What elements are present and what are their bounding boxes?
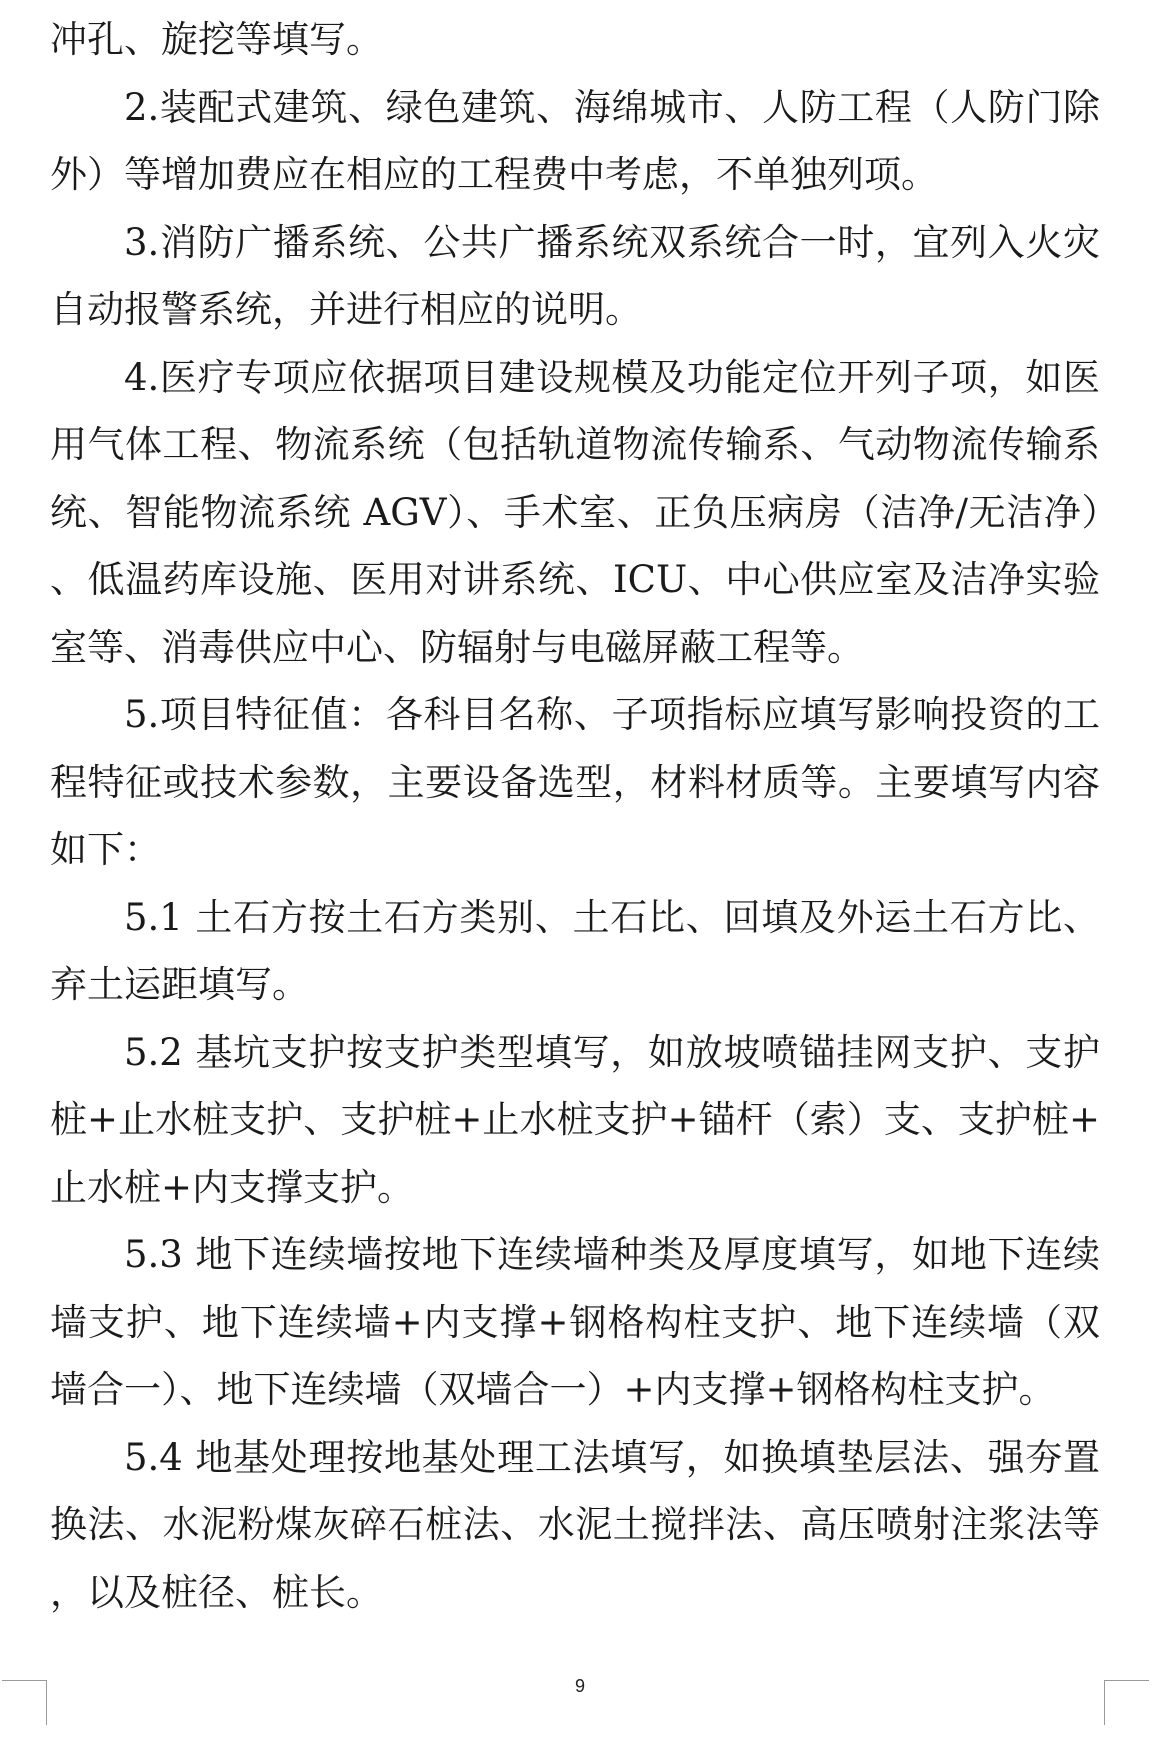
paragraph-item-5-4: 5.4 地基处理按地基处理工法填写，如换填垫层法、强夯置换法、水泥粉煤灰碎石桩法、水泥土搅拌法、高压喷射注浆法等，以及桩径、桩长。 <box>50 1435 1100 1614</box>
page-number: 9 <box>574 1676 585 1696</box>
paragraph-item-5-2: 5.2 基坑支护按支护类型填写，如放坡喷锚挂网支护、支护桩+止水桩支护、支护桩+止水桩支护+锚杆（索）支、支护桩+止水桩+内支撑支护。 <box>50 1030 1100 1209</box>
paragraph-item-5: 5.项目特征值：各科目名称、子项指标应填写影响投资的工程特征或技术参数，主要设备选型，材料材质等。主要填写内容如下： <box>50 693 1100 871</box>
paragraph-continuation: 冲孔、旋挖等填写。 <box>50 18 383 61</box>
paragraph-item-5-1: 5.1 土石方按土石方类别、土石比、回填及外运土石方比、弃土运距填写。 <box>50 895 1100 1006</box>
paragraph-item-4: 4.医疗专项应依据项目建设规模及功能定位开列子项，如医用气体工程、物流系统（包括轨道物流传输系、气动物流传输系统、智能物流系统 AGV）、手术室、正负压病房（洁净/无洁净）、低温药库设施、医用对讲系统、ICU、中心供应室及洁净实验室等、消毒供应中心、防辐射与电磁屏蔽工程等。 <box>50 355 1100 669</box>
document-body <box>50 6 1100 1626</box>
paragraph-item-3: 3.消防广播系统、公共广播系统双系统合一时，宜列入火灾自动报警系统，并进行相应的说明。 <box>50 220 1100 331</box>
paragraph-item-2: 2.装配式建筑、绿色建筑、海绵城市、人防工程（人防门除外）等增加费应在相应的工程费中考虑，不单独列项。 <box>50 85 1100 196</box>
paragraph-item-5-3: 5.3 地下连续墙按地下连续墙种类及厚度填写，如地下连续墙支护、地下连续墙+内支撑+钢格构柱支护、地下连续墙（双墙合一）、地下连续墙（双墙合一）+内支撑+钢格构柱支护。 <box>50 1233 1100 1411</box>
